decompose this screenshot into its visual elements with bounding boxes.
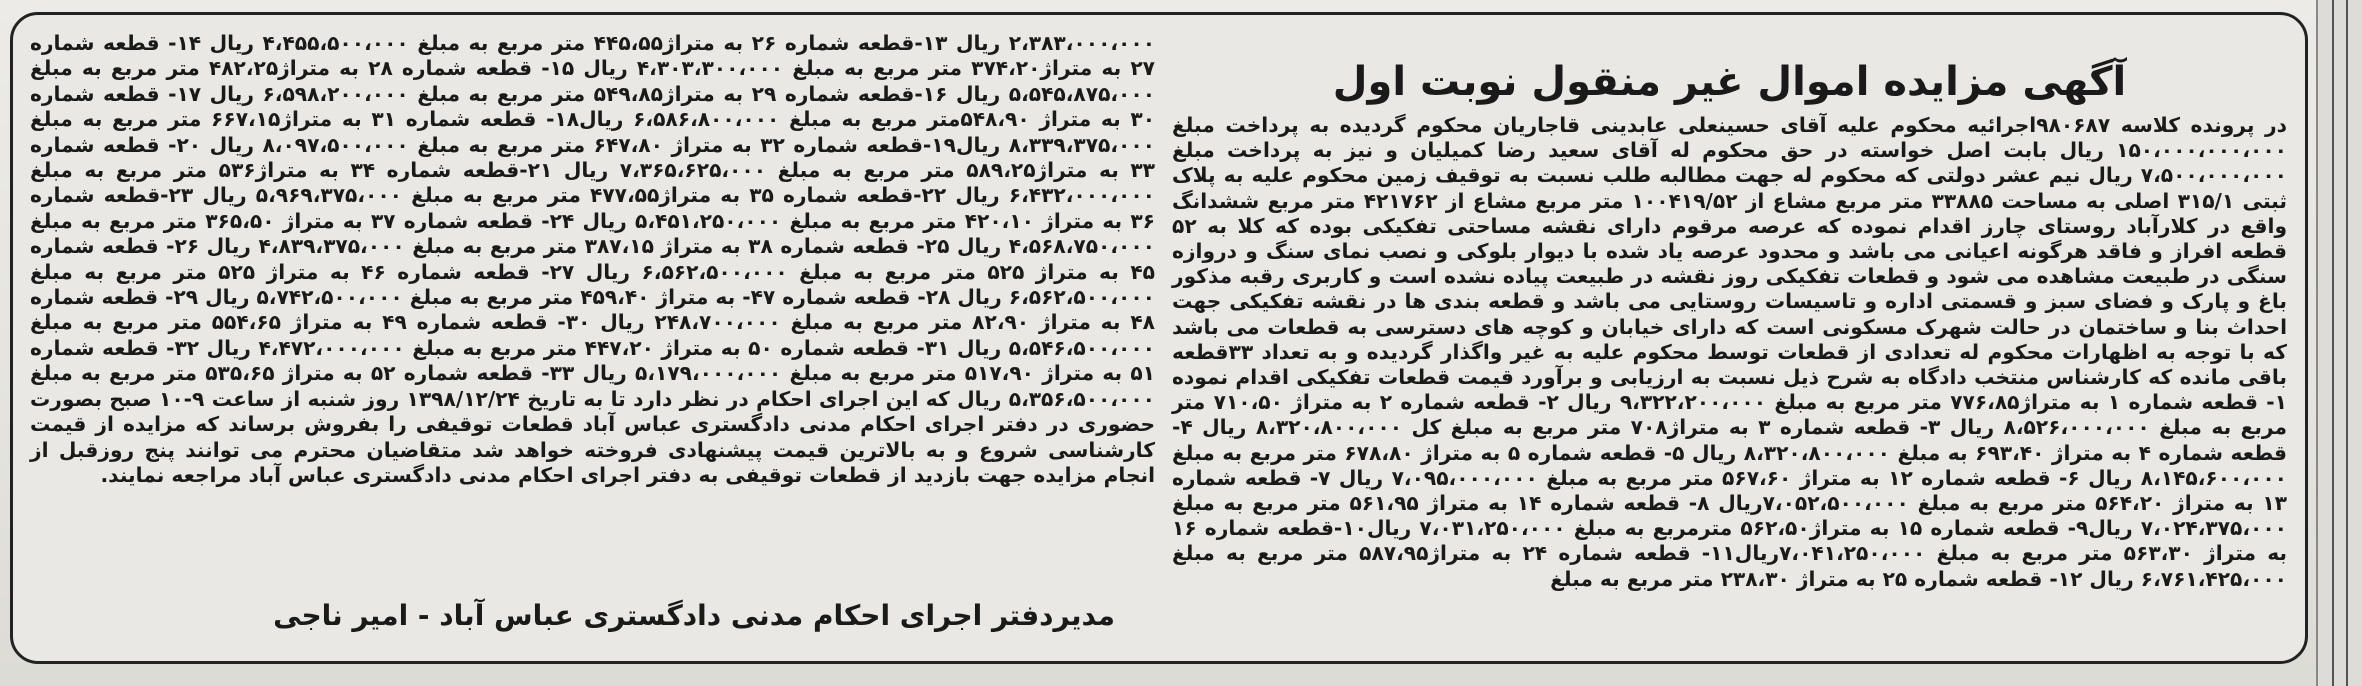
column-rule — [2346, 0, 2348, 686]
column-rule — [2332, 0, 2334, 686]
notice-left-column — [30, 15, 1156, 632]
auction-notice-box — [10, 12, 2308, 664]
notice-body-right: در پرونده کلاسه ۹۸۰۶۸۷اجرائیه محکوم علیه آقای حسینعلی عابدینی قاجاریان محکوم گردیده به پرداخت مبلغ ۱۵۰،۰۰۰،۰۰۰،۰۰۰ ریال بابت اصل خواسته در حق محکوم له آقای سعید رضا کمیلیان و نیز به پرداخت مبلغ ۷،۵۰۰،۰۰۰،۰۰۰ ریال نیم عشر دولتی که محکوم له جهت مطالبه طلب نسبت به توقیف زمین محکوم علیه به پلاک ثبتی ۳۱۵/۱ اصلی به مساحت ۳۳۸۸۵ متر مربع مشاع از ۱۰۰۴۱۹/۵۲ متر مربع مشاع از ۴۲۱۷۶۲ متر مربع ششدانگ واقع در کلارآباد روستای چارز اقدام نموده که عرصه مرقوم دارای نقشه مساحتی تفکیکی بوده که کلا به ۵۲ قطعه افراز و فاقد هرگونه اعیانی می باشد و محدود عرصه یاد شده با دیوار بلوکی و نصب نمای سنگ و دروازه سنگی در طبیعت مشاهده می شود و قطعات تفکیکی روز نقشه در طبیعت پیاده نشده است و کاربری رقبه مذکور باغ و پارک و فضای سبز و قسمتی اداره و تاسیسات روستایی می باشد و قطعه بندی ها در نقشه تفکیکی جهت احداث بنا و ساختمان در حالت شهرک مسکونی است که دارای خیابان و کوچه های دسترسی به قطعات می باشد که با توجه به اظهارات محکوم له تعدادی از قطعات توسط محکوم علیه به غیر واگذار گردیده و به تعداد ۳۳قطعه باقی مانده که کارشناس منتخب دادگاه به شرح ذیل نسبت به ارزیابی و برآورد قیمت قطعات تفکیکی اقدام نموده ۱- قطعه شماره ۱ به متراژ۷۷۶،۸۵ متر مربع به مبلغ ۹،۳۲۲،۲۰۰،۰۰۰ ریال ۲- قطعه شماره ۲ به متراژ ۷۱۰،۵۰ متر مربع به مبلغ ۸،۵۲۶،۰۰۰،۰۰۰ ریال ۳- قطعه شماره ۳ به متراژ۷۰۸ متر مربع به مبلغ کل ۸،۳۲۰،۸۰۰،۰۰۰ ریال ۴- قطعه شماره ۴ به متراژ ۶۹۳،۴۰ به مبلغ ۸،۳۲۰،۸۰۰،۰۰۰ ریال ۵- قطعه شماره ۵ به متراژ ۶۷۸،۸۰ متر مربع به مبلغ ۸،۱۴۵،۶۰۰،۰۰۰ ریال ۶- قطعه شماره ۱۲ به متراژ ۵۶۷،۶۰ متر مربع به مبلغ ۷،۰۹۵،۰۰۰،۰۰۰ ریال ۷- قطعه شماره ۱۳ به متراژ ۵۶۴،۲۰ متر مربع به مبلغ ۷،۰۵۲،۵۰۰،۰۰۰ریال ۸- قطعه شماره ۱۴ به متراژ ۵۶۱،۹۵ متر مربع به مبلغ ۷،۰۲۴،۳۷۵،۰۰۰ ریال۹- قطعه شماره ۱۵ به متراژ۵۶۲،۵۰ مترمربع به مبلغ ۷،۰۳۱،۲۵۰،۰۰۰ ریال۱۰-قطعه شماره ۱۶ به متراژ ۵۶۳،۳۰ متر مربع به مبلغ ۷،۰۴۱،۲۵۰،۰۰۰ریال۱۱- قطعه شماره ۲۴ به متراژ۵۸۷،۹۵ متر مربع به مبلغ ۶،۷۶۱،۴۲۵،۰۰۰ ریال ۱۲- قطعه شماره ۲۵ به متراژ ۲۳۸،۳۰ متر مربع به مبلغ — [1172, 113, 2288, 591]
notice-right-column — [1172, 15, 2287, 592]
adjacent-column-edge — [2316, 0, 2362, 686]
notice-signature: مدیردفتر اجرای احکام مدنی دادگستری عباس آباد - امیر ناجی — [273, 599, 1115, 632]
notice-body-left: ۲،۳۸۳،۰۰۰،۰۰۰ ریال ۱۳-قطعه شماره ۲۶ به متراژ۴۴۵،۵۵ متر مربع به مبلغ ۴،۴۵۵،۵۰۰،۰۰۰ ریال ۱۴- قطعه شماره ۲۷ به متراژ۳۷۴،۲۰ متر مربع به مبلغ ۴،۳۰۳،۳۰۰،۰۰۰ ریال ۱۵- قطعه شماره ۲۸ به متراژ۴۸۲،۲۵ متر مربع به مبلغ ۵،۵۴۵،۸۷۵،۰۰۰ ریال ۱۶-قطعه شماره ۲۹ به متراژ۵۴۹،۸۵ متر مربع به مبلغ ۶،۵۹۸،۲۰۰،۰۰۰ ریال ۱۷- قطعه شماره ۳۰ به متراژ ۵۴۸،۹۰متر مربع به مبلغ ۶،۵۸۶،۸۰۰،۰۰۰ ریال۱۸- قطعه شماره ۳۱ به متراژ۶۶۷،۱۵ متر مربع به مبلغ ۸،۳۳۹،۳۷۵،۰۰۰ ریال۱۹-قطعه شماره ۳۲ به متراژ ۶۴۷،۸۰ متر مربع به مبلغ ۸،۰۹۷،۵۰۰،۰۰۰ ریال ۲۰- قطعه شماره ۳۳ به متراژ۵۸۹،۲۵ متر مربع به مبلغ ۷،۳۶۵،۶۲۵،۰۰۰ ریال ۲۱-قطعه شماره ۳۴ به متراژ۵۳۶ متر مربع به مبلغ ۶،۴۳۲،۰۰۰،۰۰۰ ریال ۲۲-قطعه شماره ۳۵ به متراژ۴۷۷،۵۵ متر مربع به مبلغ ۵،۹۶۹،۳۷۵،۰۰۰ ریال ۲۳-قطعه شماره ۳۶ به متراژ ۴۲۰،۱۰ متر مربع به مبلغ ۵،۴۵۱،۲۵۰،۰۰۰ ریال ۲۴- قطعه شماره ۳۷ به متراژ ۳۶۵،۵۰ متر مربع به مبلغ ۴،۵۶۸،۷۵۰،۰۰۰ ریال ۲۵- قطعه شماره ۳۸ به متراژ ۳۸۷،۱۵ متر مربع به مبلغ ۴،۸۳۹،۳۷۵،۰۰۰ ریال ۲۶- قطعه شماره ۴۵ به متراژ ۵۲۵ متر مربع به مبلغ ۶،۵۶۲،۵۰۰،۰۰۰ ریال ۲۷- قطعه شماره ۴۶ به متراژ ۵۲۵ متر مربع به مبلغ ۶،۵۶۲،۵۰۰،۰۰۰ ریال ۲۸- قطعه شماره ۴۷- به متراژ ۴۵۹،۴۰ متر مربع به مبلغ ۵،۷۴۲،۵۰۰،۰۰۰ ریال ۲۹- قطعه شماره ۴۸ به متراژ ۸۲،۹۰ متر مربع به مبلغ ۲۴۸،۷۰۰،۰۰۰ ریال ۳۰- قطعه شماره ۴۹ به متراژ ۵۵۴،۶۵ متر مربع به مبلغ ۵،۵۴۶،۵۰۰،۰۰۰ ریال ۳۱- قطعه شماره ۵۰ به متراژ ۴۴۷،۲۰ متر مربع به مبلغ ۴،۴۷۲،۰۰۰،۰۰۰ ریال ۳۲- قطعه شماره ۵۱ به متراژ ۵۱۷،۹۰ متر مربع به مبلغ ۵،۱۷۹،۰۰۰،۰۰۰ ریال ۳۳- قطعه شماره ۵۲ به متراژ ۵۳۵،۶۵ متر مربع به مبلغ ۵،۳۵۶،۵۰۰،۰۰۰ ریال که این اجرای احکام در نظر دارد تا به تاریخ ۱۳۹۸/۱۲/۲۴ روز شنبه از ساعت ۹-۱۰ صبح بصورت حضوری در دفتر اجرای احکام مدنی دادگستری عباس آباد قطعات توقیفی را بفروش برساند که مزایده از قیمت کارشناسی شروع و به بالاترین قیمت پیشنهادی فروخته خواهد شد متقاضیان محترم می توانند پنج روزقبل از انجام مزایده جهت بازدید از قطعات توقیفی به دفتر اجرای احکام مدنی دادگستری عباس آباد مراجعه نمایند. — [30, 31, 1156, 487]
notice-title: آگهی مزایده اموال غیر منقول نوبت اول — [1332, 59, 2127, 105]
